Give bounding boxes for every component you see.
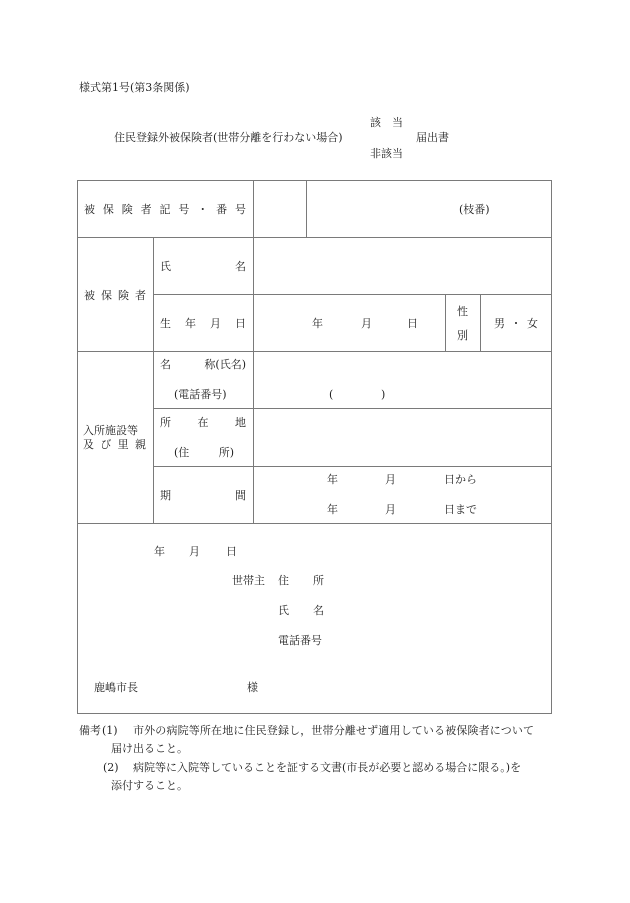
facility-label-line1: 入所施設等 (83, 424, 138, 437)
notes-prefix: 備考 (79, 724, 101, 737)
location-field[interactable] (254, 409, 551, 466)
facility-name-field[interactable]: ( ) (329, 388, 386, 401)
insured-number-label: 被 保 険 者 記 号 ・ 番 号 (84, 203, 246, 216)
date-month: 月 (189, 545, 200, 558)
period-field[interactable]: 年 月 日から 年 月 日まで (327, 473, 477, 516)
form-title-suffix: 届出書 (416, 131, 449, 144)
householder-label: 世帯主 (232, 574, 265, 587)
location-label: 所 在 地 (160, 416, 246, 429)
form-number: 様式第1号(第3条関係) (79, 81, 190, 94)
sex-label-2: 別 (457, 329, 468, 342)
householder-phone-label: 電話番号 (278, 634, 322, 647)
date-year: 年 (154, 545, 165, 558)
facility-name-label: 名 称(氏名) (160, 358, 246, 371)
form-title: 住民登録外被保険者(世帯分離を行わない場合) (114, 131, 343, 144)
option-applicable: 該 当 (370, 116, 403, 129)
note-1-line2: 届け出ること。 (111, 742, 188, 755)
insured-label: 被 保 険 者 (84, 289, 146, 302)
address-label: (住 所) (174, 446, 234, 459)
birthdate-field[interactable]: 年 月 日 (312, 317, 418, 330)
period-label: 期 間 (160, 489, 246, 502)
addressee: 鹿嶋市長 (94, 681, 138, 694)
sex-female-option[interactable]: 女 (527, 317, 538, 330)
note-2-line1: 病院等に入院等していることを証する文書(市長が必要と認める場合に限る。)を (133, 761, 522, 774)
sex-options[interactable]: 男 ・ 女 (494, 317, 538, 330)
note-1-number: (1) (102, 724, 118, 737)
branch-number-label: (枝番) (459, 203, 490, 216)
insured-symbol-field[interactable] (254, 181, 305, 237)
birthdate-label: 生 年 月 日 (160, 317, 246, 330)
sex-label-1: 性 (457, 305, 468, 318)
note-2-line2: 添付すること。 (111, 779, 188, 792)
householder-name-label: 氏 名 (278, 604, 324, 617)
householder-address-label: 住 所 (278, 574, 324, 587)
note-2-number: (2) (103, 761, 119, 774)
sex-male-option[interactable]: 男 (494, 317, 505, 330)
name-field[interactable] (254, 238, 551, 294)
name-label: 氏 名 (160, 260, 246, 273)
insured-number-field[interactable] (307, 181, 551, 237)
facility-label-line2: 及 び 里 親 (83, 438, 146, 451)
honorific: 様 (247, 681, 258, 694)
date-day: 日 (226, 545, 237, 558)
facility-phone-label: (電話番号) (174, 388, 227, 401)
option-not-applicable: 非該当 (370, 147, 403, 160)
note-1-line1: 市外の病院等所在地に住民登録し，世帯分離せず適用している被保険者について (133, 724, 535, 737)
